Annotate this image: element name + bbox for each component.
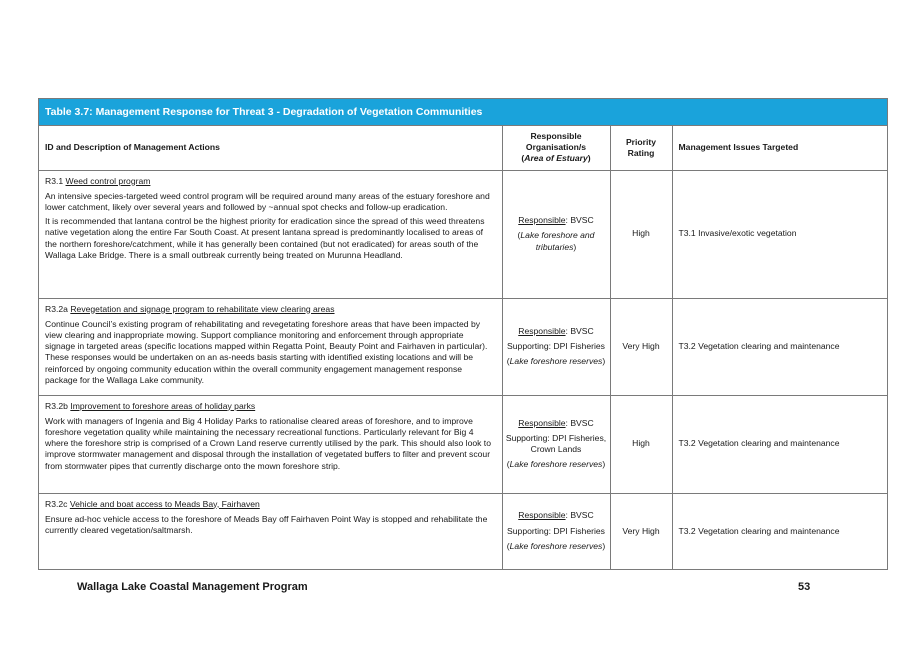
action-description xyxy=(39,170,502,298)
management-response-table xyxy=(38,98,888,570)
area-of-estuary: (Lake foreshore reserves) xyxy=(506,540,606,551)
header-row xyxy=(39,126,887,170)
responsible-cell xyxy=(502,395,610,493)
action-title xyxy=(45,176,496,187)
action-paragraph: Continue Council’s existing program of rehabilitating and revegetating foreshore areas that have been impacted by view clearing and inappropriate mowing. Support compliance monitoring and enforcement through appropriate signage in targeted areas (specific locations mapped within Regatta Point, Beauty Point and Fairhaven in particular). These responses would be undertaken on an as-needs basis starting with identified existing locations and will be reinforced by ongoing community education within the overall community engagement management response package for the Wallaga Lake community. xyxy=(45,318,488,385)
action-title xyxy=(45,499,496,510)
table-title: Table 3.7: Management Response for Threat 3 - Degradation of Vegetation Communities xyxy=(39,99,887,126)
issue-targeted: T3.1 Invasive/exotic vegetation xyxy=(672,170,887,298)
supporting-org: Supporting: DPI Fisheries xyxy=(507,340,605,351)
area-of-estuary: (Lake foreshore reserves) xyxy=(506,356,606,367)
actions-table xyxy=(39,126,887,569)
table-row xyxy=(39,298,887,395)
table-row xyxy=(39,493,887,569)
responsible-cell xyxy=(502,298,610,395)
header-priority-line1: Priority xyxy=(625,136,657,147)
action-id: R3.1 xyxy=(45,175,64,186)
action-id: R3.2a xyxy=(45,303,68,314)
action-id: R3.2c xyxy=(45,498,68,509)
responsible-org: Responsible: BVSC xyxy=(518,215,594,226)
page-number: 53 xyxy=(798,581,811,593)
supporting-org: Supporting: DPI Fisheries xyxy=(507,525,605,536)
responsible-cell xyxy=(502,493,610,569)
responsible-org: Responsible: BVSC xyxy=(518,417,594,428)
action-description xyxy=(39,395,502,493)
priority-rating: High xyxy=(610,170,672,298)
responsible-org: Responsible: BVSC xyxy=(518,510,594,521)
header-priority-line2: Rating xyxy=(627,147,655,158)
header-responsible-line2: Organisation/s xyxy=(525,142,587,153)
header-responsible xyxy=(502,126,610,170)
header-actions: ID and Description of Management Actions xyxy=(39,126,502,170)
area-of-estuary: (Lake foreshore and tributaries) xyxy=(517,230,595,252)
action-name: Weed control program xyxy=(65,175,151,186)
action-id: R3.2b xyxy=(45,400,68,411)
issue-targeted: T3.2 Vegetation clearing and maintenance xyxy=(672,493,887,569)
table-row xyxy=(39,395,887,493)
action-description xyxy=(39,493,502,569)
priority-rating: Very High xyxy=(610,493,672,569)
table-row xyxy=(39,170,887,298)
header-responsible-line1: Responsible xyxy=(530,130,582,141)
area-of-estuary: (Lake foreshore reserves) xyxy=(506,459,606,470)
priority-rating: Very High xyxy=(610,298,672,395)
action-description xyxy=(39,298,502,395)
action-paragraph: Work with managers of Ingenia and Big 4 Holiday Parks to rationalise cleared areas of foreshore, and to improve foreshore vegetation quality while maintaining the necessary recreational functions. Particularly relevant for Big 4 where the foreshore strip is comprised of a Crown Land reserve currently utilised by the park. This should also look to improve stormwater management and disposal through the installation of vegetated buffers to filter and prevent scour from stormwater pipes that currently discharge onto the mown foreshore strip. xyxy=(45,415,491,471)
header-area: (Area of Estuary) xyxy=(521,153,591,164)
header-priority xyxy=(610,126,672,170)
header-issues: Management Issues Targeted xyxy=(672,126,887,170)
footer-document-title: Wallaga Lake Coastal Management Program xyxy=(77,581,308,593)
issue-targeted: T3.2 Vegetation clearing and maintenance xyxy=(672,298,887,395)
action-name: Vehicle and boat access to Meads Bay, Fairhaven xyxy=(69,498,260,509)
responsible-org: Responsible: BVSC xyxy=(518,325,594,336)
action-title xyxy=(45,401,496,412)
supporting-org: Supporting: DPI Fisheries, Crown Lands xyxy=(505,432,607,454)
action-name: Improvement to foreshore areas of holiday parks xyxy=(70,400,256,411)
action-title xyxy=(45,304,496,315)
responsible-cell xyxy=(502,170,610,298)
action-paragraph: It is recommended that lantana control be the highest priority for eradication since the spread of this weed threatens native vegetation along the entire Far South Coast. At present lantana spread is predominantly localised to areas of the northern foreshore/catchment, while it has generally been contained (but not eradicated) for areas south of the Wallaga Lake Bridge. There is a small outbreak currently being treated on Murunna Headland. xyxy=(45,216,485,260)
action-name: Revegetation and signage program to rehabilitate view clearing areas xyxy=(70,303,335,314)
issue-targeted: T3.2 Vegetation clearing and maintenance xyxy=(672,395,887,493)
action-paragraph: Ensure ad-hoc vehicle access to the foreshore of Meads Bay off Fairhaven Point Way is stopped and rehabilitate the currently cleared vegetation/saltmarsh. xyxy=(45,513,488,535)
action-paragraph: An intensive species-targeted weed control program will be required around many areas of the estuary foreshore and lower catchment, likely over several years and followed by ~annual spot checks and follow-up eradication. xyxy=(45,190,490,212)
priority-rating: High xyxy=(610,395,672,493)
